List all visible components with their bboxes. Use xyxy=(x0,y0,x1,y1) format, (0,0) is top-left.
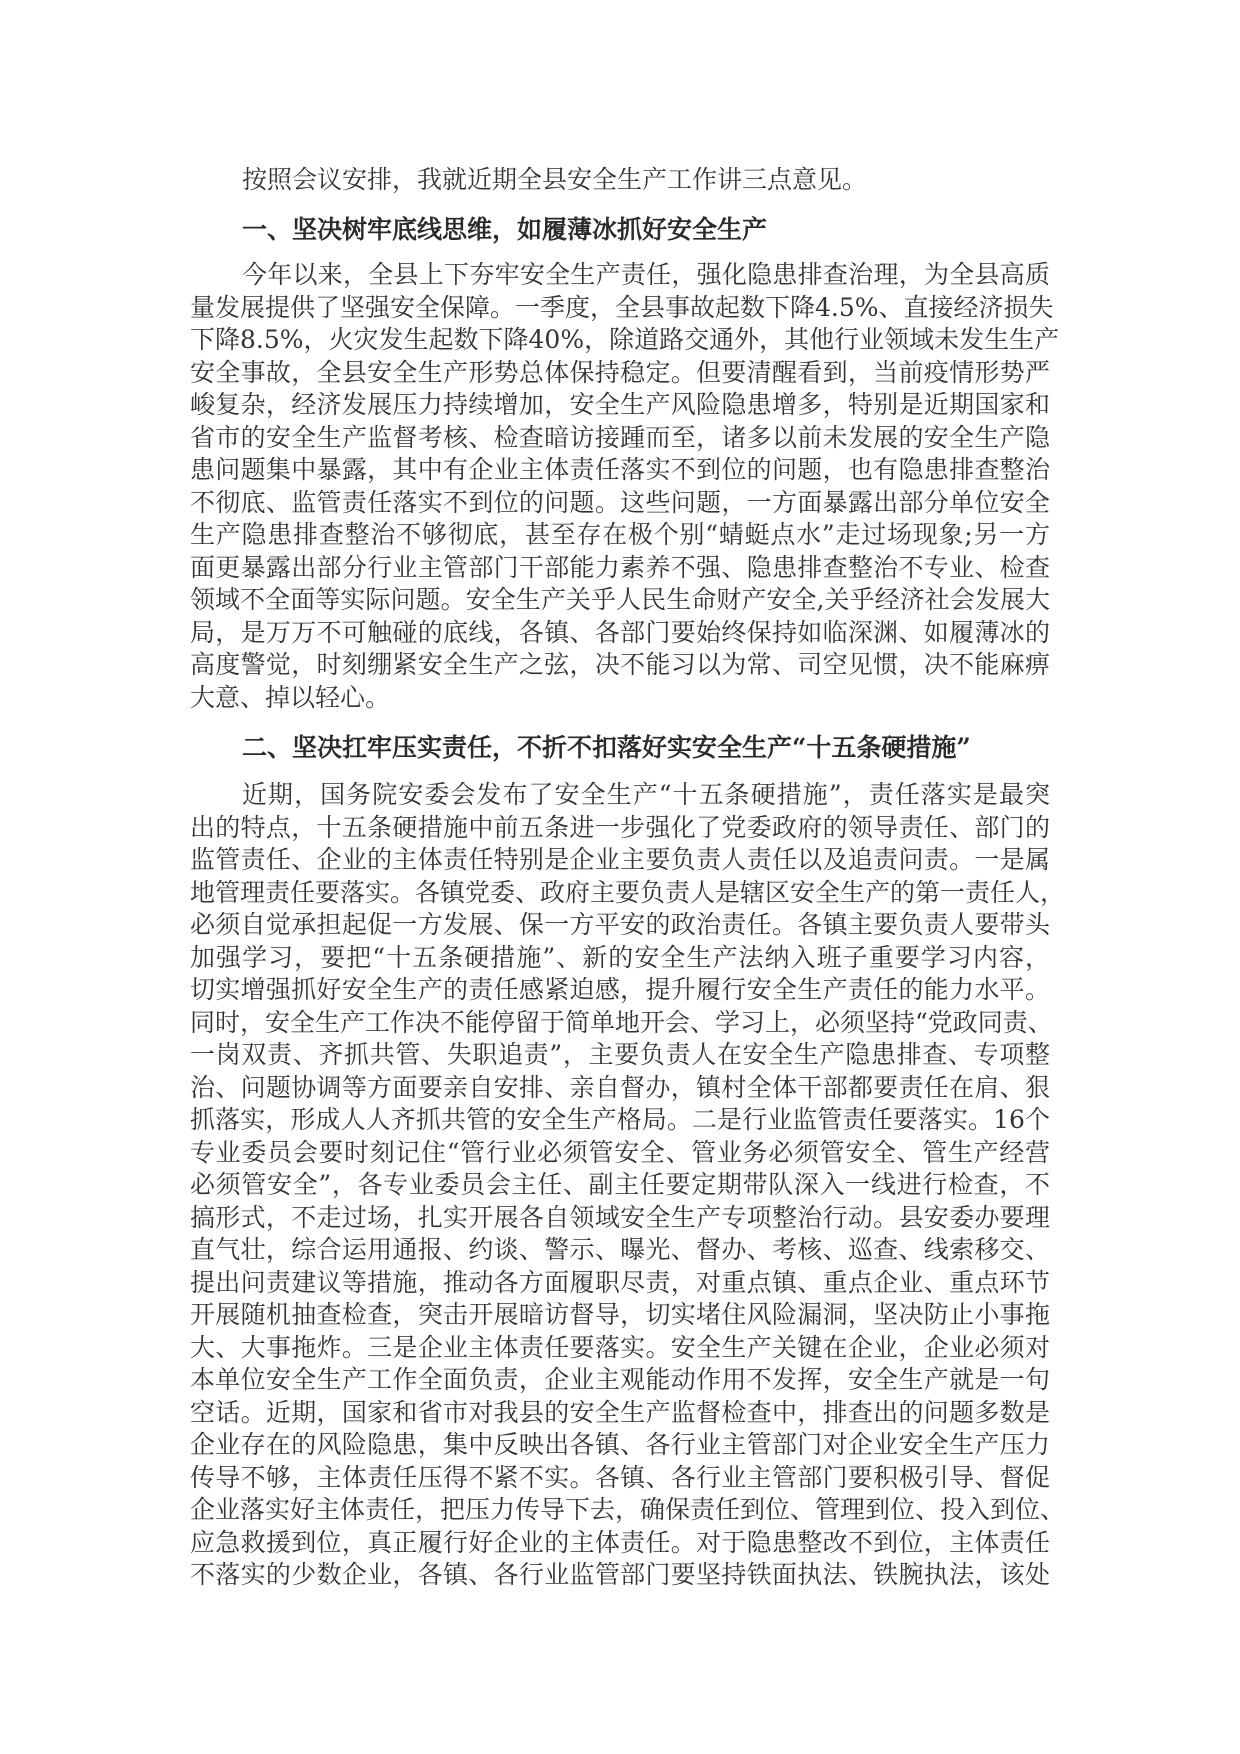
paragraph-line: 不彻底、监管责任落实不到位的问题。这些问题，一方面暴露出部分单位安全 xyxy=(190,487,1050,517)
paragraph-line: 本单位安全生产工作全面负责，企业主观能动作用不发挥，安全生产就是一句 xyxy=(190,1365,1050,1394)
paragraph-line: 局，是万万不可触碰的底线，各镇、各部门要始终保持如临深渊、如履薄冰的 xyxy=(190,617,1050,647)
paragraph-line: 监管责任、企业的主体责任特别是企业主要负责人责任以及追责问责。一是属 xyxy=(190,845,1050,874)
paragraph-line: 领域不全面等实际问题。安全生产关乎人民生命财产安全,关乎经济社会发展大 xyxy=(190,585,1050,614)
paragraph-line: 患问题集中暴露，其中有企业主体责任落实不到位的问题，也有隐患排查整治 xyxy=(190,455,1050,484)
paragraph-line: 省市的安全生产监督考核、检查暗访接踵而至，诸多以前未发展的安全生产隐 xyxy=(190,422,1050,452)
paragraph-line: 必须自觉承担起促一方发展、保一方平安的政治责任。各镇主要负责人要带头 xyxy=(190,910,1050,939)
paragraph-line: 开展随机抽查检查，突击开展暗访督导，切实堵住风险漏洞，坚决防止小事拖 xyxy=(190,1300,1050,1329)
paragraph-line: 企业落实好主体责任，把压力传导下去，确保责任到位、管理到位、投入到位、 xyxy=(190,1495,1066,1524)
paragraph-line: 今年以来，全县上下夯牢安全生产责任，强化隐患排查治理，为全县高质 xyxy=(242,260,1050,289)
paragraph-line: 专业委员会要时刻记住“管行业必须管安全、管业务必须管安全、管生产经营 xyxy=(190,1137,1050,1167)
paragraph-line: 抓落实，形成人人齐抓共管的安全生产格局。二是行业监管责任要落实。16个 xyxy=(190,1105,1050,1134)
paragraph-line: 大、大事拖炸。三是企业主体责任要落实。安全生产关键在企业，企业必须对 xyxy=(190,1332,1050,1362)
section-2-heading: 二、坚决扛牢压实责任，不折不扣落好实安全生产“十五条硬措施” xyxy=(242,733,971,762)
section-1-body xyxy=(190,259,1060,714)
paragraph-line: 下降8.5%，火灾发生起数下降40%，除道路交通外，其他行业领域未发生生产 xyxy=(190,325,1060,354)
intro-paragraph xyxy=(190,164,1050,197)
paragraph-line: 面更暴露出部分行业主管部门干部能力素养不强、隐患排查整治不专业、检查 xyxy=(190,552,1050,582)
paragraph-line: 提出问责建议等措施，推动各方面履职尽责，对重点镇、重点企业、重点环节 xyxy=(190,1267,1050,1297)
paragraph-line: 直气壮，综合运用通报、约谈、警示、曝光、督办、考核、巡查、线索移交、 xyxy=(190,1235,1050,1264)
paragraph-line: 高度警觉，时刻绷紧安全生产之弦，决不能习以为常、司空见惯，决不能麻痹 xyxy=(190,650,1050,679)
paragraph-line: 治、问题协调等方面要亲自安排、亲自督办，镇村全体干部都要责任在肩、狠 xyxy=(190,1072,1050,1102)
section-2-body xyxy=(190,779,1066,1592)
section-1-heading-block xyxy=(190,214,1050,247)
paragraph-line: 量发展提供了坚强安全保障。一季度，全县事故起数下降4.5%、直接经济损失 xyxy=(190,292,1054,322)
paragraph-line: 峻复杂，经济发展压力持续增加，安全生产风险隐患增多，特别是近期国家和 xyxy=(190,390,1050,419)
paragraph-line: 必须管安全”，各专业委员会主任、副主任要定期带队深入一线进行检查，不 xyxy=(190,1170,1050,1199)
paragraph-line: 不落实的少数企业，各镇、各行业监管部门要坚持铁面执法、铁腕执法，该处 xyxy=(190,1560,1050,1589)
paragraph-line: 应急救援到位，真正履行好企业的主体责任。对于隐患整改不到位，主体责任 xyxy=(190,1527,1050,1557)
paragraph-line: 传导不够，主体责任压得不紧不实。各镇、各行业主管部门要积极引导、督促 xyxy=(190,1462,1050,1492)
paragraph-line: 出的特点，十五条硬措施中前五条进一步强化了党委政府的领导责任、部门的 xyxy=(190,812,1050,842)
paragraph-line: 同时，安全生产工作决不能停留于简单地开会、学习上，必须坚持“党政同责、 xyxy=(190,1007,1053,1037)
paragraph-line: 企业存在的风险隐患，集中反映出各镇、各行业主管部门对企业安全生产压力 xyxy=(190,1430,1050,1459)
intro-text: 按照会议安排，我就近期全县安全生产工作讲三点意见。 xyxy=(242,165,868,194)
paragraph-line: 大意、掉以轻心。 xyxy=(190,682,391,712)
paragraph-line: 近期，国务院安委会发布了安全生产“十五条硬措施”，责任落实是最突 xyxy=(242,780,1050,809)
section-2-heading-block xyxy=(190,732,1050,765)
paragraph-line: 安全事故，全县安全生产形势总体保持稳定。但要清醒看到，当前疫情形势严 xyxy=(190,357,1050,387)
paragraph-line: 搞形式，不走过场，扎实开展各自领域安全生产专项整治行动。县安委办要理 xyxy=(190,1202,1050,1232)
paragraph-line: 空话。近期，国家和省市对我县的安全生产监督检查中，排查出的问题多数是 xyxy=(190,1397,1050,1427)
paragraph-line: 生产隐患排查整治不够彻底，甚至存在极个别“蜻蜓点水”走过场现象;另一方 xyxy=(190,520,1050,549)
paragraph-line: 地管理责任要落实。各镇党委、政府主要负责人是辖区安全生产的第一责任人， xyxy=(190,877,1066,907)
section-1-heading: 一、坚决树牢底线思维，如履薄冰抓好安全生产 xyxy=(242,215,768,244)
paragraph-line: 一岗双责、齐抓共管、失职追责”，主要负责人在安全生产隐患排查、专项整 xyxy=(190,1040,1050,1069)
paragraph-line: 加强学习，要把“十五条硬措施”、新的安全生产法纳入班子重要学习内容， xyxy=(190,942,1050,972)
paragraph-line: 切实增强抓好安全生产的责任感紧迫感，提升履行安全生产责任的能力水平。 xyxy=(190,975,1050,1004)
